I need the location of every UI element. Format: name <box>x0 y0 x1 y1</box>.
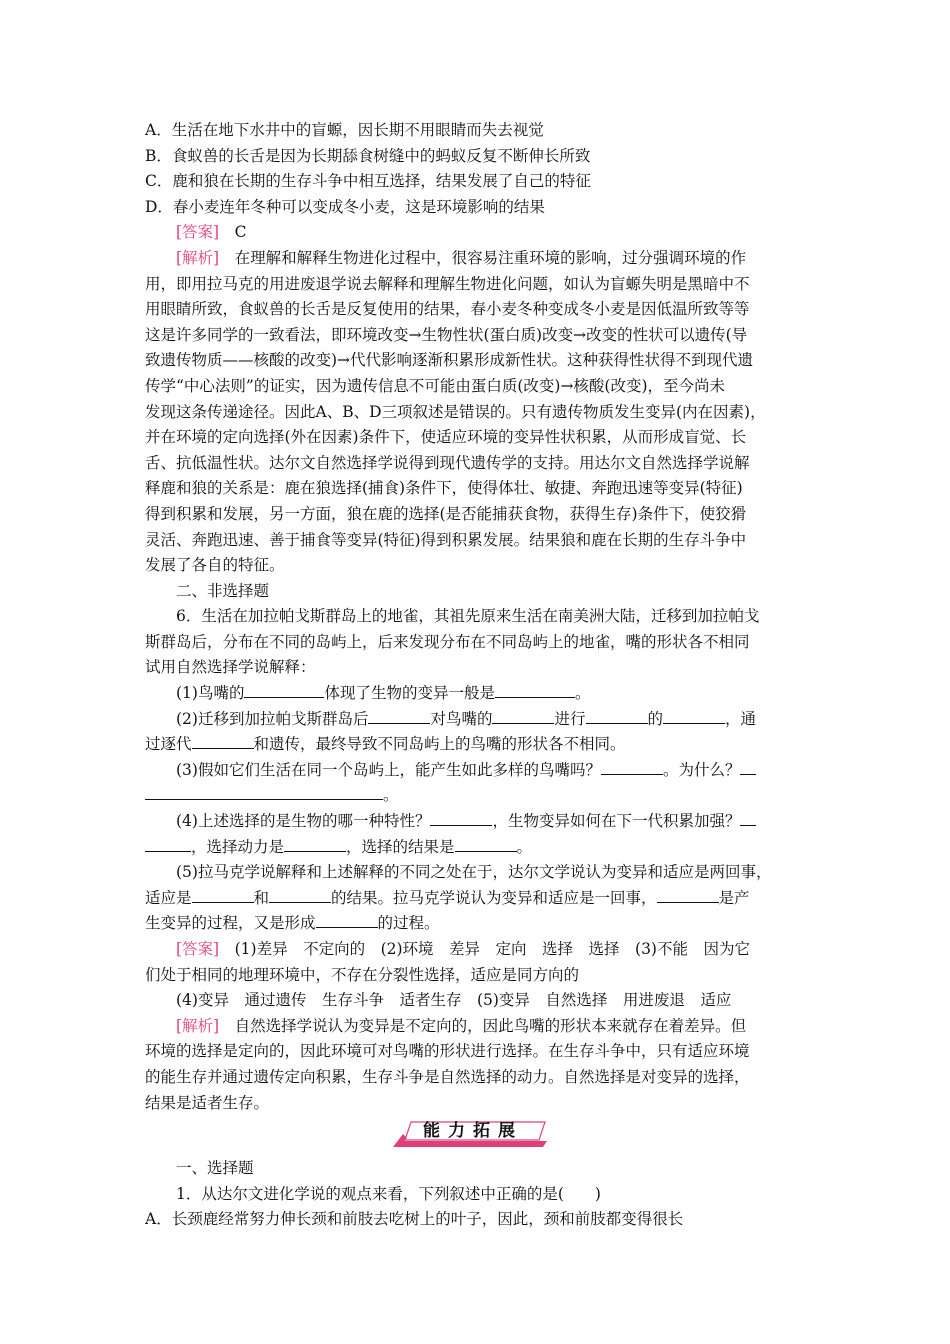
fill-blank[interactable] <box>430 811 492 826</box>
fill-blank[interactable] <box>601 760 663 775</box>
fill-blank[interactable] <box>368 709 430 724</box>
text: (1)鸟嘴的 <box>176 684 245 703</box>
q6-part-5: (5)拉马克学说解释和上述解释的不同之处在于，达尔文学说认为变异和适应是两回事， <box>176 863 772 882</box>
analysis-tag: [解析] <box>176 1016 220 1035</box>
analysis-line: 灵活、奔跑迅速、善于捕食等变异(特征)得到积累发展。结果狼和鹿在长期的生存斗争中 <box>145 530 747 549</box>
text: 和遗传，最终导致不同岛屿上的鸟嘴的形状各不相同。 <box>253 735 626 754</box>
analysis-line: 得到积累和发展，另一方面，狼在鹿的选择(是否能捕获食物，获得生存)条件下，使狡猾 <box>145 504 747 523</box>
fill-blank[interactable] <box>269 888 331 903</box>
fill-blank[interactable] <box>316 913 378 928</box>
text: ，选择动力是 <box>191 837 285 856</box>
analysis-line: 这是许多同学的一致看法，即环境改变→生物性状(蛋白质)改变→改变的性状可以遗传(导 <box>145 325 748 344</box>
ext-question-1: 1．从达尔文进化学说的观点来看，下列叙述中正确的是( ) <box>176 1184 601 1203</box>
text: 体现了生物的变异一般是 <box>324 684 495 703</box>
text: 过逐代 <box>145 735 192 754</box>
analysis-line: 致遗传物质——核酸的改变)→代代影响逐渐积累形成新性状。这种获得性状得不到现代遗 <box>145 351 754 370</box>
analysis-line: 舌、抗低温性状。达尔文自然选择学说得到现代遗传学的支持。用达尔文自然选择学说解 <box>145 453 750 472</box>
q6-answer <box>145 937 810 1014</box>
q5-answer <box>145 220 810 246</box>
text: ，通 <box>725 709 757 728</box>
text: 进行 <box>554 709 586 728</box>
analysis-text: 自然选择学说认为变异是不定向的，因此鸟嘴的形状本来就存在着差异。但 <box>219 1016 747 1035</box>
fill-blank[interactable] <box>740 760 756 775</box>
analysis-line: 传学“中心法则”的证实，因为遗传信息不可能由蛋白质(改变)→核酸(改变)，至今尚未 <box>145 376 726 395</box>
fill-blank[interactable] <box>192 734 254 749</box>
text: (4)上述选择的是生物的哪一种特性？ <box>176 812 431 831</box>
q6-part-4-cont <box>145 835 810 861</box>
text: 对鸟嘴的 <box>430 709 493 728</box>
fill-blank[interactable] <box>740 811 756 826</box>
fill-blank[interactable] <box>495 683 575 698</box>
stem-line: 试用自然选择学说解释： <box>145 658 316 677</box>
answer-text: (1)差异 不定向的 (2)环境 差异 定向 选择 选择 (3)不能 因为它 <box>219 940 750 958</box>
analysis-line: 发现这条传递途径。因此A、B、D三项叙述是错误的。只有遗传物质发生变异(内在因素)， <box>145 402 766 421</box>
text: 的结果。拉马克学说认为变异和适应是一回事， <box>331 888 657 907</box>
text: 的过程。 <box>377 914 440 933</box>
text: 和 <box>253 888 270 907</box>
fill-blank[interactable] <box>492 709 554 724</box>
fill-blank[interactable] <box>657 888 719 903</box>
text: (3)假如它们生活在同一个岛屿上，能产生如此多样的鸟嘴吗？ <box>176 760 601 779</box>
fill-blank[interactable] <box>145 837 191 852</box>
analysis-line: 用眼睛所致，食蚁兽的长舌是反复使用的结果，春小麦冬种变成冬小麦是因低温所致等等 <box>145 300 750 319</box>
section-heading: 二、非选择题 <box>176 581 270 600</box>
fill-blank[interactable] <box>192 888 254 903</box>
section-heading: 一、选择题 <box>176 1159 254 1178</box>
text: ，选择的结果是 <box>346 837 455 856</box>
fill-blank[interactable] <box>244 683 324 698</box>
text: 。 <box>516 837 533 856</box>
option-c: C．鹿和狼在长期的生存斗争中相互选择，结果发展了自己的特征 <box>145 172 591 191</box>
q6-part-3-cont <box>145 783 810 809</box>
text: 。 <box>383 786 399 805</box>
text: 的 <box>647 709 664 728</box>
fill-blank[interactable] <box>455 837 517 852</box>
text: (2)迁移到加拉帕戈斯群岛后 <box>176 709 369 728</box>
answer-text: C <box>219 223 247 242</box>
answer-tag: [答案] <box>176 940 220 958</box>
fill-blank[interactable] <box>663 709 725 724</box>
answer-line <box>145 937 810 963</box>
analysis-line: 发展了各自的特征。 <box>145 556 285 575</box>
q6-stem <box>145 604 810 681</box>
q6-part-2-cont <box>145 732 810 758</box>
analysis-line: 释鹿和狼的关系是：鹿在狼选择(捕食)条件下，使得体壮、敏捷、奔跑迅速等变异(特征) <box>145 479 743 498</box>
text: ，生物变异如何在下一代积累加强？ <box>492 812 741 831</box>
stem-line: 斯群岛后，分布在不同的岛屿上，后来发现分布在不同岛屿上的地雀，嘴的形状各不相同 <box>145 632 750 651</box>
analysis-line: 结果是适者生存。 <box>145 1093 270 1112</box>
q6-part-4 <box>145 809 810 835</box>
answer-line: (4)变异 通过遗传 生存斗争 适者生存 (5)变异 自然选择 用进废退 适应 <box>176 991 732 1010</box>
ext-option-a: A．长颈鹿经常努力伸长颈和前肢去吃树上的叶子，因此，颈和前肢都变得很长 <box>145 1210 684 1229</box>
analysis-line: 并在环境的定向选择(外在因素)条件下，使适应环境的变异性状积累，从而形成盲觉、长 <box>145 428 747 447</box>
text: 。 <box>574 684 591 703</box>
option-d: D．春小麦连年冬种可以变成冬小麦，这是环境影响的结果 <box>145 197 545 216</box>
answer-tag: [答案] <box>176 223 220 242</box>
q6-part-5-cont <box>145 886 810 912</box>
option-a: A．生活在地下水井中的盲螈，因长期不用眼睛而失去视觉 <box>145 121 544 139</box>
q5-analysis <box>145 246 810 579</box>
fill-blank[interactable] <box>145 785 383 800</box>
analysis-line: 的能生存并通过遗传定向积累，生存斗争是自然选择的动力。自然选择是对变异的选择， <box>145 1067 750 1086</box>
fill-blank[interactable] <box>284 837 346 852</box>
q6-part-2 <box>145 707 810 733</box>
analysis-tag: [解析] <box>176 248 220 267</box>
analysis-text: 在理解和解释生物进化过程中，很容易注重环境的影响，过分强调环境的作 <box>219 248 747 267</box>
banner <box>393 1120 553 1148</box>
q6-analysis <box>145 1014 810 1116</box>
section-banner <box>145 1116 810 1156</box>
analysis-line <box>145 246 810 272</box>
analysis-line: 环境的选择是定向的，因此环境可对鸟嘴的形状进行选择。在生存斗争中，只有适应环境 <box>145 1042 750 1061</box>
option-b: B．食蚁兽的长舌是因为长期舔食树缝中的蚂蚁反复不断伸长所致 <box>145 146 591 165</box>
document-page <box>145 118 810 1233</box>
q6-part-5-cont <box>145 911 810 937</box>
text: 生变异的过程，又是形成 <box>145 914 316 933</box>
answer-line: 们处于相同的地理环境中，不存在分裂性选择，适应是同方向的 <box>145 965 580 984</box>
q6-part-1 <box>145 681 810 707</box>
banner-title: 能力拓展 <box>423 1121 523 1142</box>
analysis-line: 用，即用拉马克的用进废退学说去解释和理解生物进化问题，如认为盲螈失明是黑暗中不 <box>145 274 750 293</box>
analysis-line <box>145 1014 810 1040</box>
text: 适应是 <box>145 888 192 907</box>
text: 。为什么？ <box>662 760 741 779</box>
fill-blank[interactable] <box>586 709 648 724</box>
q6-part-3 <box>145 758 810 784</box>
stem-line: 6．生活在加拉帕戈斯群岛上的地雀，其祖先原来生活在南美洲大陆，迁移到加拉帕戈 <box>176 607 760 626</box>
text: 是产 <box>718 888 750 907</box>
